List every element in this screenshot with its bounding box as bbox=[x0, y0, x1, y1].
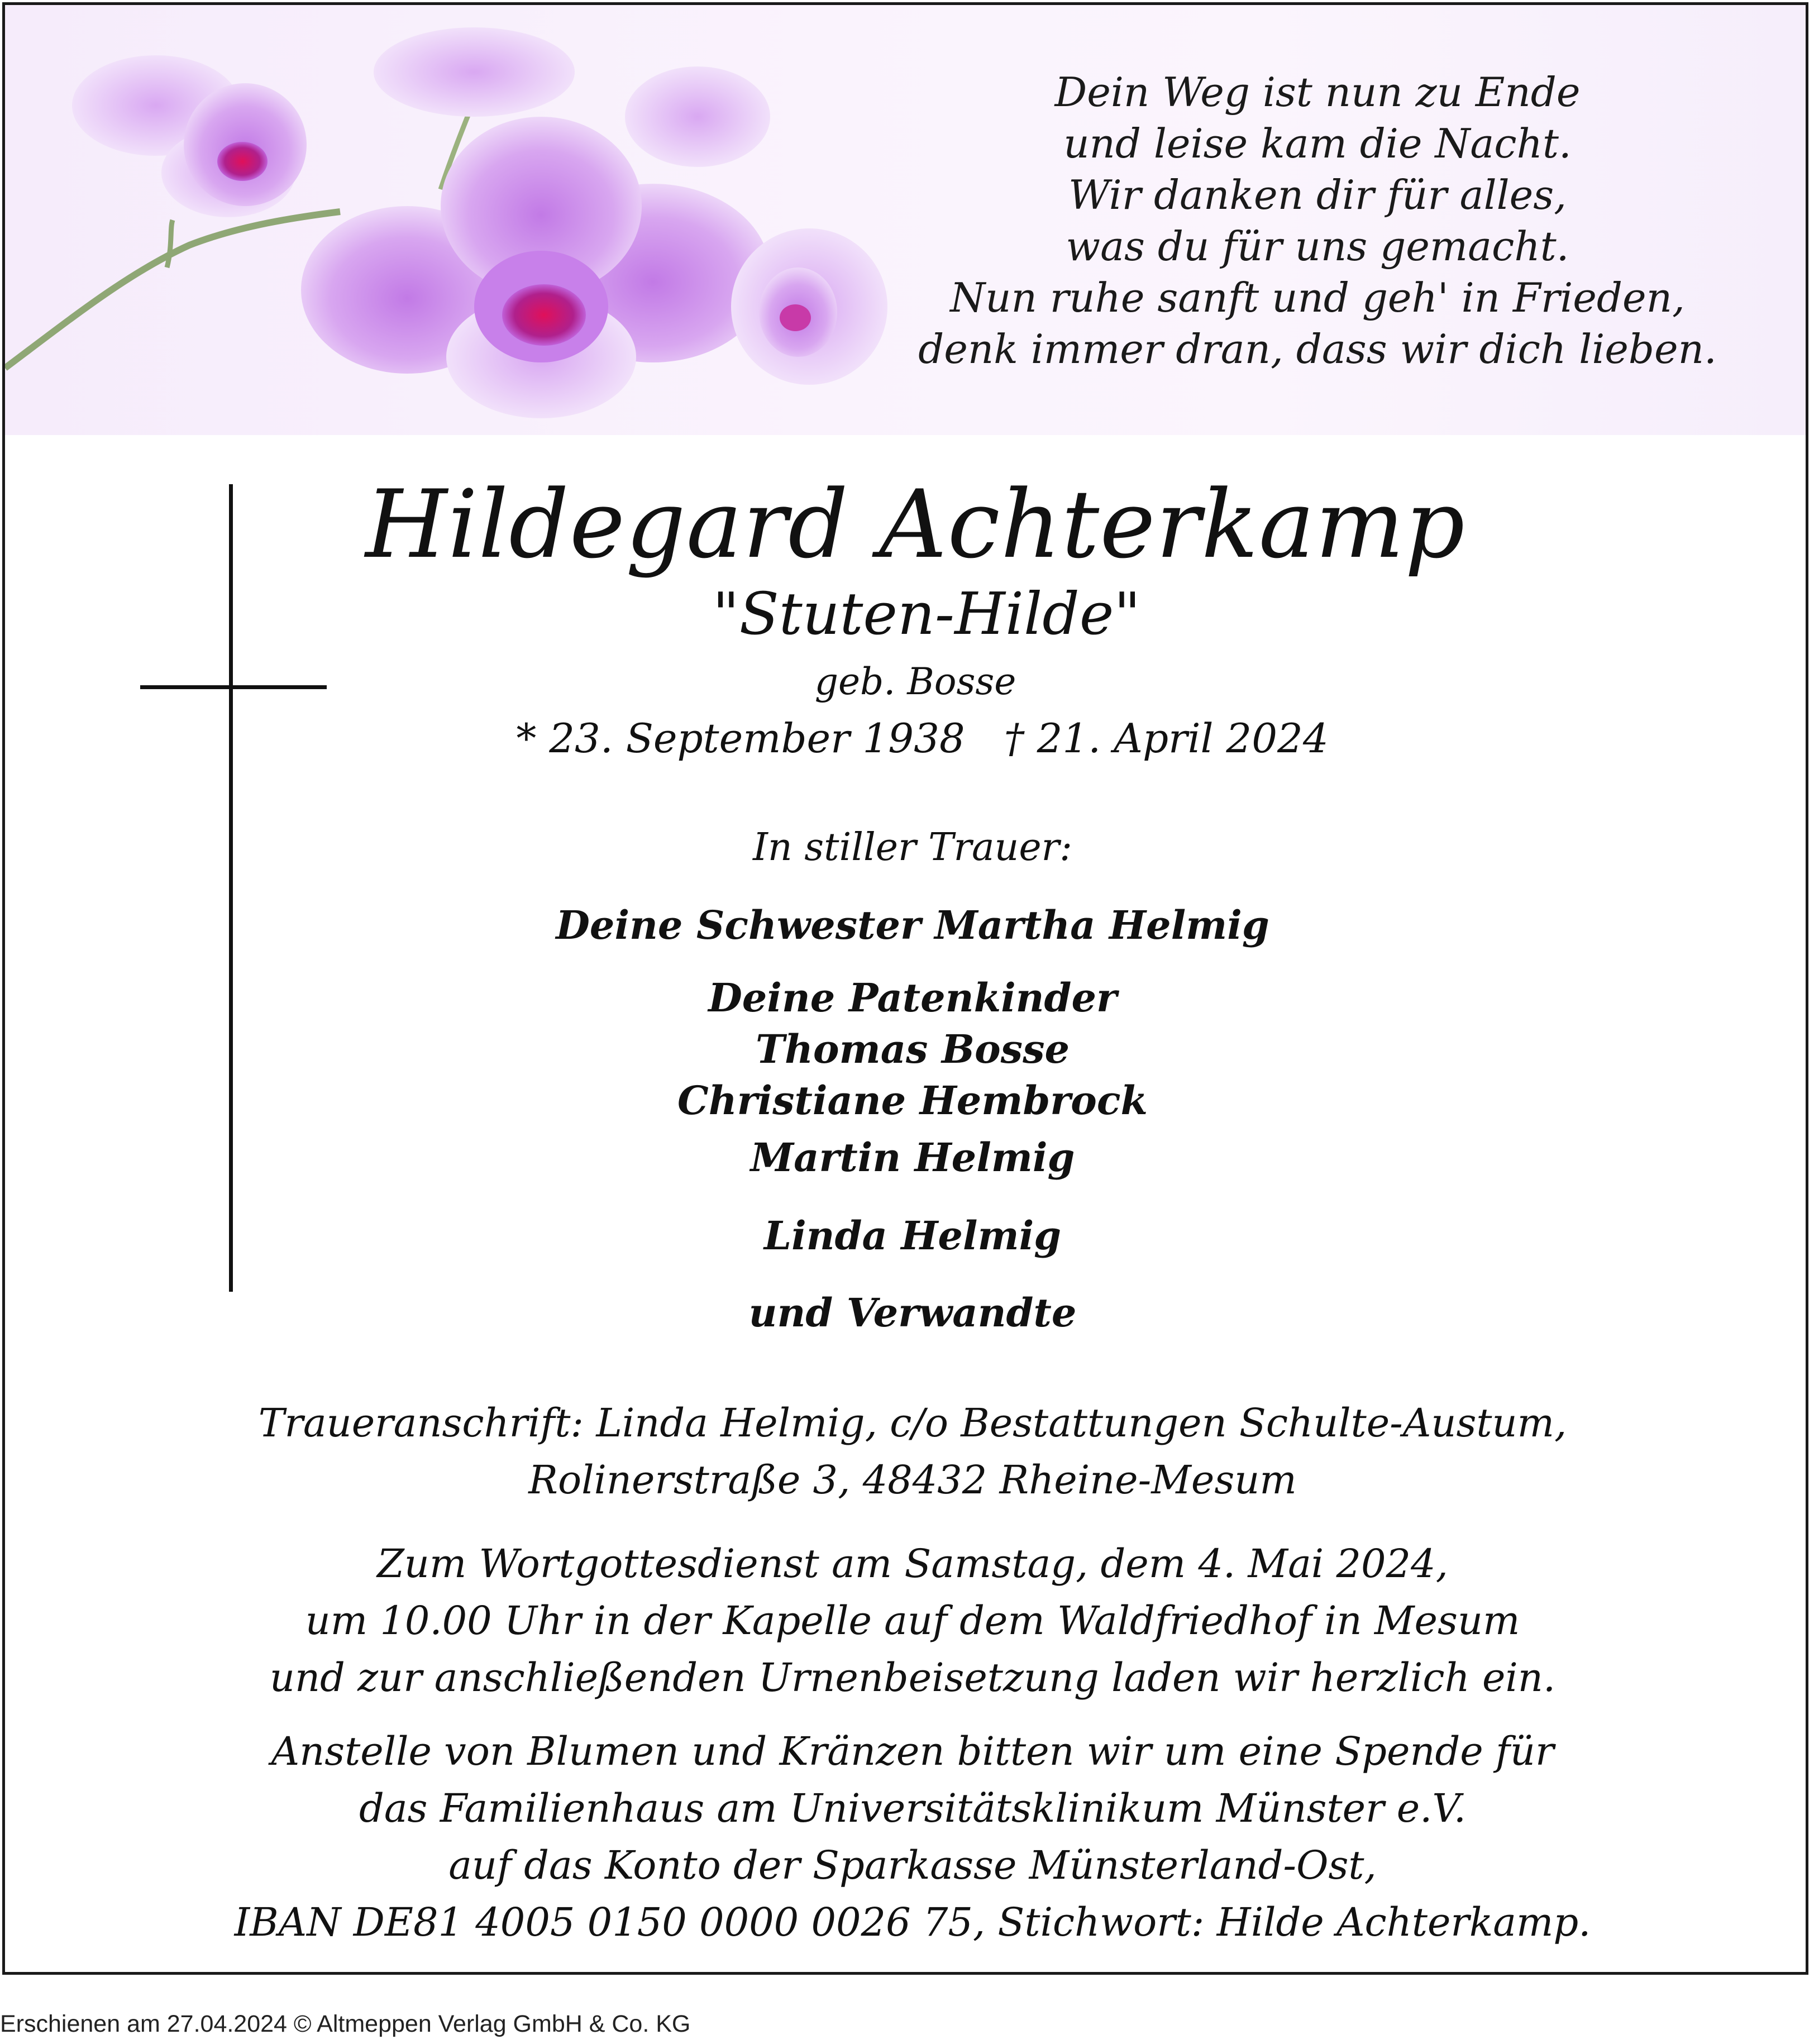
mourner-godchild: Martin Helmig bbox=[750, 1134, 1075, 1181]
donation-line: Anstelle von Blumen und Kränzen bitten wir um eine Spende für bbox=[271, 1728, 1554, 1774]
poem-line: Nun ruhe sanft und geh' in Frieden, bbox=[950, 274, 1685, 321]
service-info bbox=[5, 1535, 1808, 1706]
mourning-intro: In stiller Trauer: bbox=[753, 825, 1072, 870]
address-line: Traueranschrift: Linda Helmig, c/o Bestattungen Schulte-Austum, bbox=[258, 1400, 1567, 1446]
publication-footer: Erschienen am 27.04.2024 © Altmeppen Verlag GmbH & Co. KG bbox=[0, 2010, 691, 2037]
death-date: † 21. April 2024 bbox=[1004, 715, 1329, 762]
mourner-relatives: und Verwandte bbox=[748, 1290, 1077, 1336]
donation-info bbox=[5, 1723, 1808, 1951]
poem-line: denk immer dran, dass wir dich lieben. bbox=[918, 326, 1717, 372]
small-orchid-left bbox=[72, 55, 307, 217]
orchid-illustration bbox=[5, 5, 954, 435]
mourner-other: Linda Helmig bbox=[763, 1212, 1062, 1259]
obituary-notice bbox=[2, 2, 1808, 1975]
poem-line: und leise kam die Nacht. bbox=[1063, 120, 1572, 167]
orchid-banner bbox=[5, 5, 1806, 435]
poem-line: Wir danken dir für alles, bbox=[1068, 171, 1567, 218]
life-dates bbox=[5, 713, 1808, 763]
birth-name: geb. Bosse bbox=[814, 660, 1016, 703]
mourning-address bbox=[5, 1394, 1808, 1508]
mourner-godchild: Christiane Hembrock bbox=[677, 1077, 1148, 1124]
poem-line: was du für uns gemacht. bbox=[1066, 223, 1569, 270]
right-orchid bbox=[731, 228, 887, 385]
address-line: Rolinerstraße 3, 48432 Rheine-Mesum bbox=[528, 1457, 1297, 1503]
donation-line: auf das Konto der Sparkasse Münsterland-Ost, bbox=[448, 1842, 1377, 1888]
birth-date: * 23. September 1938 bbox=[516, 715, 965, 762]
donation-line: das Familienhaus am Universitätsklinikum Münster e.V. bbox=[359, 1785, 1466, 1831]
deceased-nickname: "Stuten-Hilde" bbox=[712, 580, 1141, 648]
mourner-godchild: Thomas Bosse bbox=[755, 1026, 1070, 1072]
donation-line: IBAN DE81 4005 0150 0000 0026 75, Stichwort: Hilde Achterkamp. bbox=[234, 1899, 1591, 1945]
poem bbox=[876, 66, 1759, 375]
deceased-name: Hildegard Achterkamp bbox=[365, 470, 1465, 579]
service-line: Zum Wortgottesdienst am Samstag, dem 4. Mai 2024, bbox=[377, 1541, 1448, 1587]
mourner-sister: Deine Schwester Martha Helmig bbox=[556, 902, 1269, 948]
service-line: um 10.00 Uhr in der Kapelle auf dem Waldfriedhof in Mesum bbox=[305, 1598, 1520, 1644]
godchildren-title: Deine Patenkinder bbox=[708, 975, 1117, 1021]
poem-line: Dein Weg ist nun zu Ende bbox=[1054, 69, 1581, 116]
service-line: und zur anschließenden Urnenbeisetzung laden wir herzlich ein. bbox=[269, 1655, 1556, 1701]
